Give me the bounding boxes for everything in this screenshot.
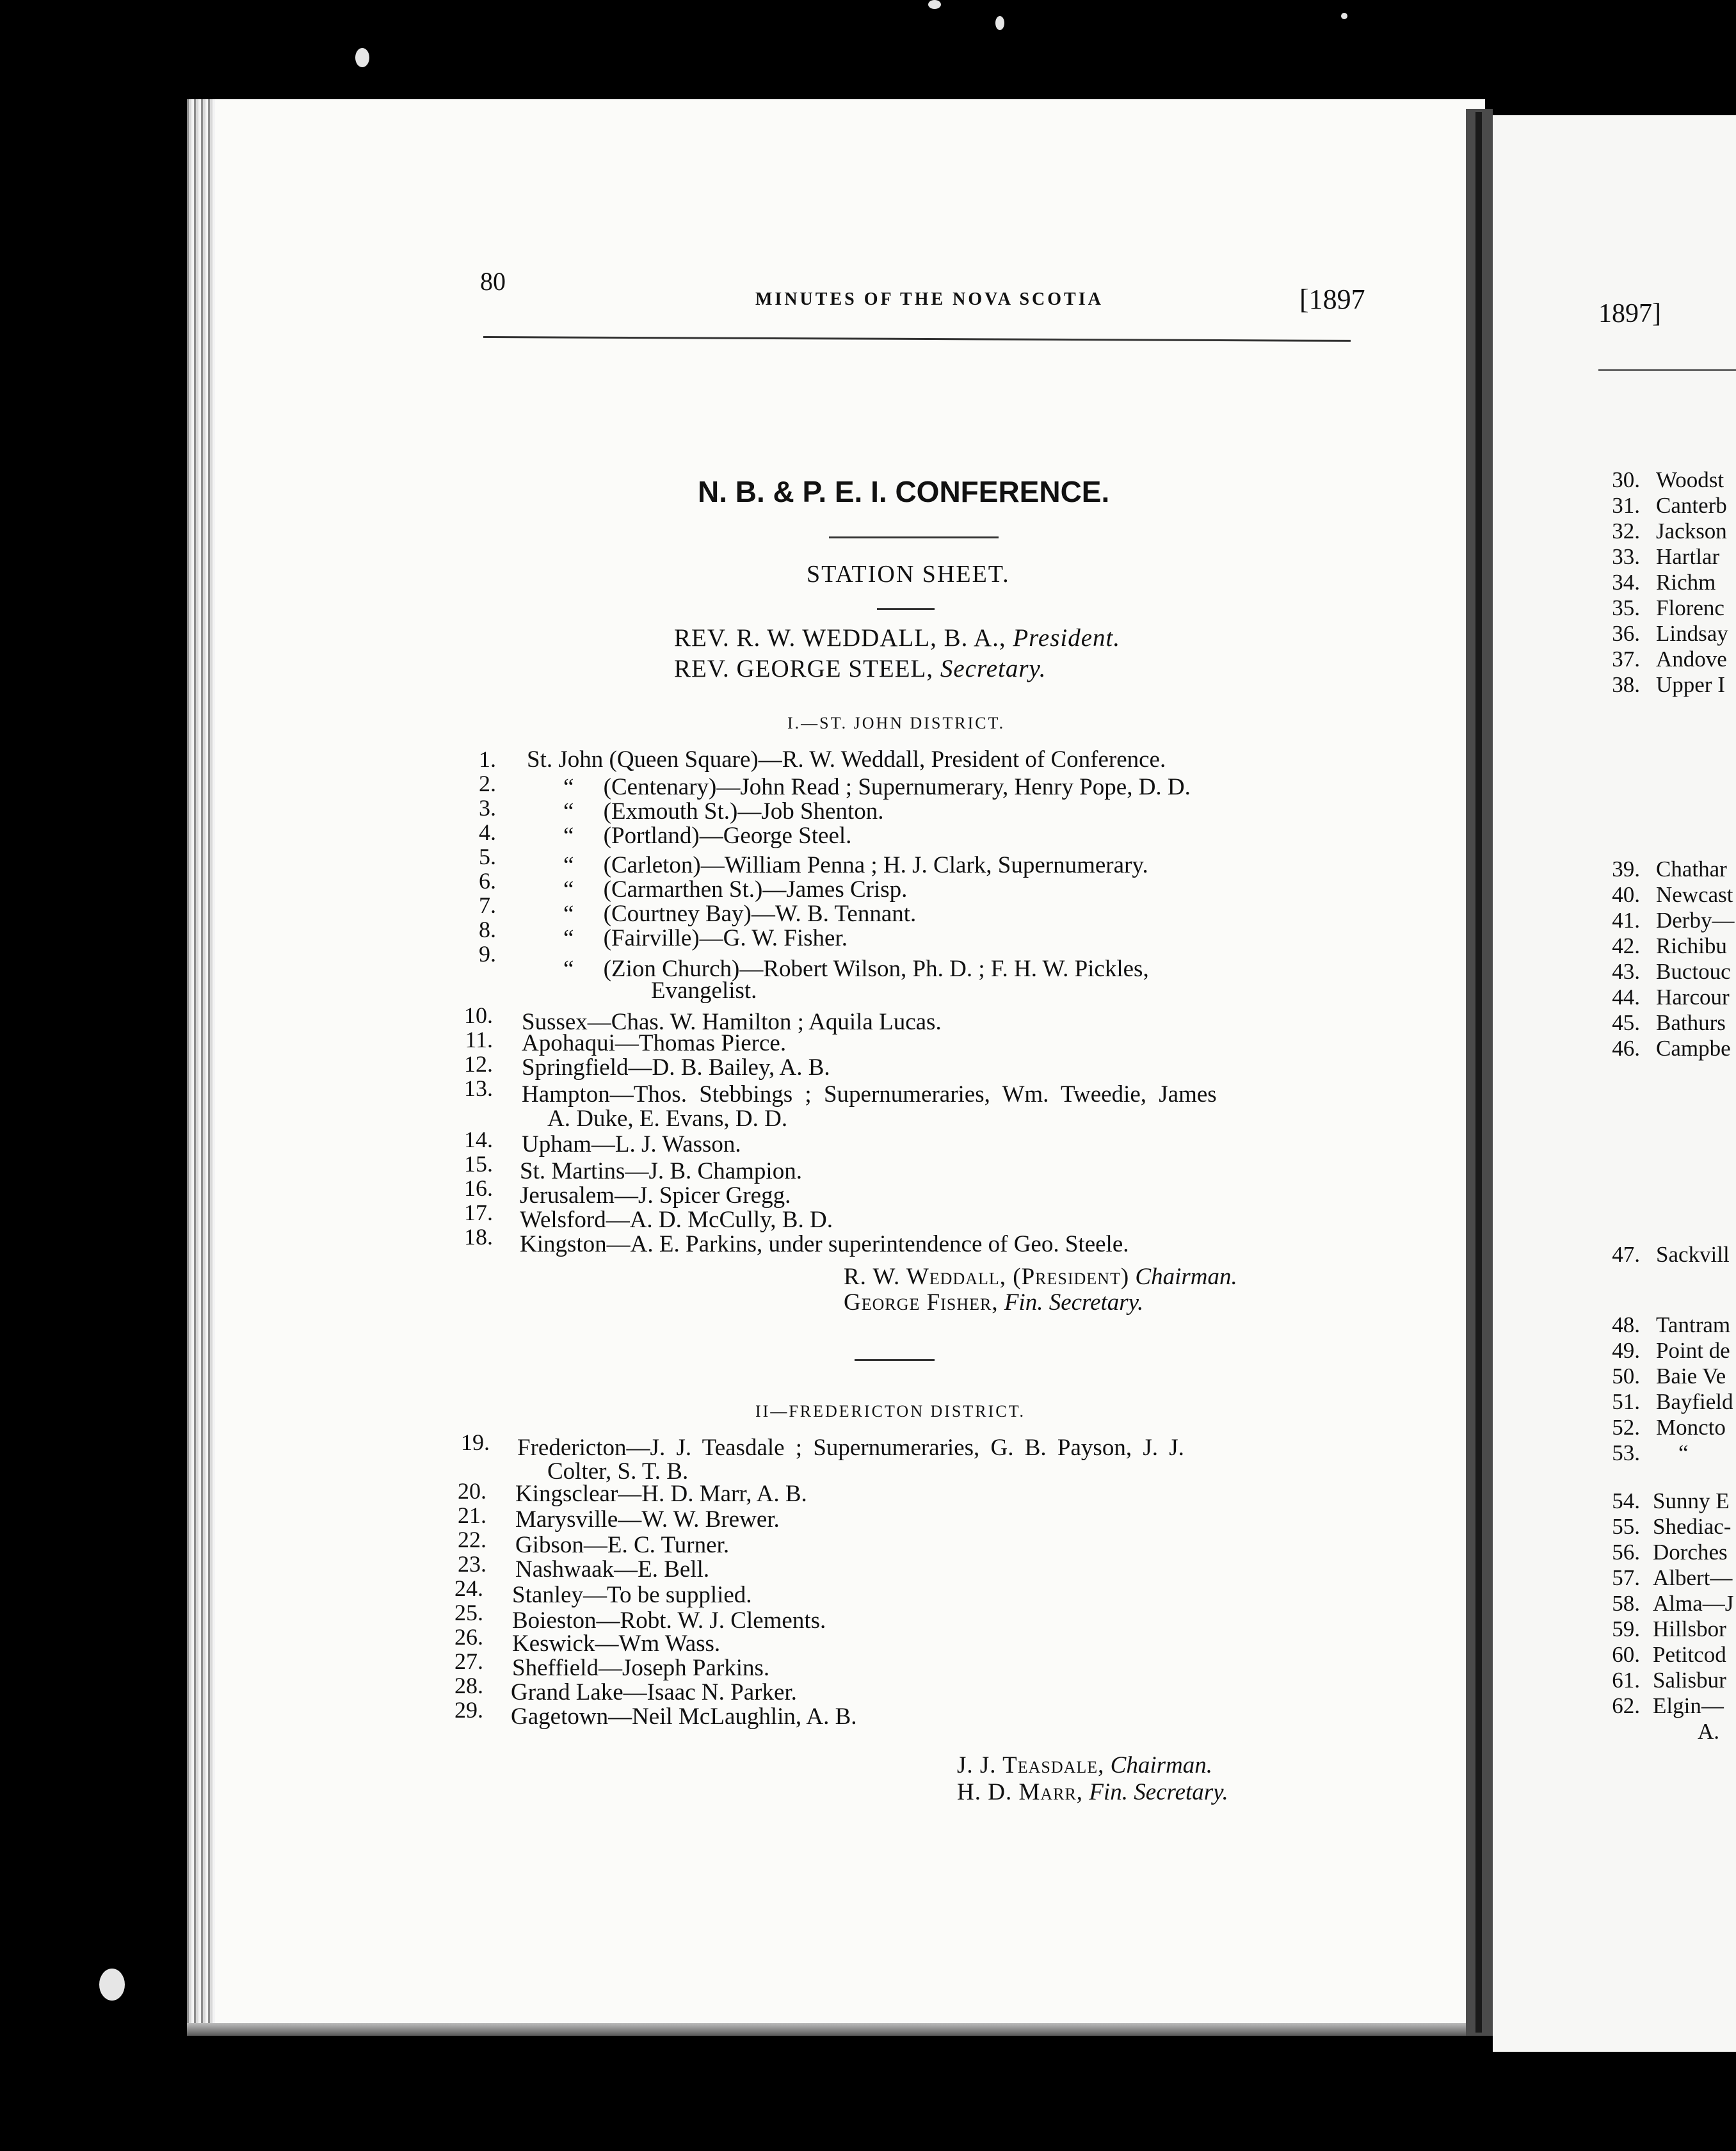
entry-number: 59. (1612, 1616, 1640, 1641)
station-entry: Kingston—A. E. Parkins, under superintendence of Geo. Steele. (520, 1231, 1129, 1257)
title-rule (829, 536, 999, 538)
entry-number: 18. (464, 1224, 493, 1250)
station-entry: Grand Lake—Isaac N. Parker. (511, 1679, 797, 1705)
station-entry: “ (Fairville)—G. W. Fisher. (563, 925, 848, 951)
entry-number: 41. (1612, 908, 1640, 933)
entry-number: 50. (1612, 1364, 1640, 1389)
entry-number: 27. (454, 1648, 483, 1674)
station-entry: Bathurs (1656, 1010, 1726, 1035)
station-entry: Shediac- (1653, 1514, 1732, 1539)
station-entry: Albert— (1653, 1565, 1733, 1590)
right-header-year: 1897] (1598, 299, 1661, 328)
left-page (187, 99, 1485, 2036)
station-entry: “ (Centenary)—John Read ; Supernumerary, Henry Pope, D. D. (563, 774, 1191, 800)
entry-number: 1. (479, 746, 496, 772)
entry-number: 58. (1612, 1591, 1640, 1616)
book-gutter-shadow (1475, 112, 1482, 2033)
page-bottom-shadow (187, 2023, 1485, 2036)
entry-number: 28. (454, 1673, 483, 1698)
station-entry: Springfield—D. B. Bailey, A. B. (522, 1054, 830, 1081)
district1-chairman-role: Chairman. (1135, 1264, 1237, 1290)
secretary-role: Secretary. (940, 655, 1047, 682)
station-entry: Canterb (1656, 493, 1727, 518)
entry-number: 42. (1612, 933, 1640, 958)
district2-chairman-role: Chairman. (1110, 1752, 1212, 1778)
running-title: MINUTES OF THE NOVA SCOTIA (755, 289, 1104, 309)
district2-chairman-line (957, 1753, 1212, 1778)
station-entry: Harcour (1656, 985, 1730, 1010)
entry-number: 38. (1612, 672, 1640, 697)
page-edges (187, 99, 215, 2036)
entry-number: 34. (1612, 570, 1640, 595)
scan-speck (995, 16, 1004, 30)
station-entry: “ (Zion Church)—Robert Wilson, Ph. D. ; F. H. W. Pickles, (563, 956, 1149, 982)
president-line (674, 625, 1120, 651)
station-entry: Jerusalem—J. Spicer Gregg. (520, 1182, 791, 1209)
entry-number: 40. (1612, 882, 1640, 907)
station-entry: Keswick—Wm Wass. (512, 1631, 721, 1657)
station-entry: Chathar (1656, 857, 1727, 882)
entry-number: 48. (1612, 1312, 1640, 1337)
station-entry: Gibson—E. C. Turner. (515, 1532, 730, 1558)
entry-number: 20. (458, 1478, 486, 1504)
district-heading-st-john: I.—ST. JOHN DISTRICT. (787, 714, 1006, 732)
station-entry: “ (Carleton)—William Penna ; H. J. Clark, Supernumerary. (563, 852, 1148, 878)
entry-number: 4. (479, 819, 496, 845)
station-entry: “ (Portland)—George Steel. (563, 823, 852, 849)
station-entry: Newcast (1656, 882, 1733, 907)
entry-number: 36. (1612, 621, 1640, 646)
entry-number: 53. (1612, 1440, 1640, 1465)
entry-number: 13. (464, 1076, 493, 1101)
entry-number: 61. (1612, 1668, 1640, 1693)
president-name: REV. R. W. WEDDALL, B. A., (674, 624, 1006, 652)
entry-number: 52. (1612, 1415, 1640, 1440)
entry-number: 30. (1612, 467, 1640, 492)
district2-secretary-role: Fin. Secretary. (1089, 1779, 1228, 1805)
secretary-name: REV. GEORGE STEEL, (674, 655, 934, 682)
station-entry-continuation: Evangelist. (651, 978, 757, 1004)
entry-number: 57. (1612, 1565, 1640, 1590)
district1-secretary-line (844, 1290, 1143, 1316)
station-entry: Moncto (1656, 1415, 1726, 1440)
station-entry: Welsford—A. D. McCully, B. D. (520, 1207, 833, 1233)
entry-number: 5. (479, 844, 496, 869)
station-entry: Kingsclear—H. D. Marr, A. B. (515, 1481, 807, 1507)
entry-number: 10. (464, 1003, 493, 1028)
entry-number: 31. (1612, 493, 1640, 518)
scan-speck (928, 0, 941, 9)
entry-number: 8. (479, 917, 496, 942)
station-entry: Salisbur (1653, 1668, 1726, 1693)
entry-number: 39. (1612, 857, 1640, 882)
entry-number: 25. (454, 1600, 483, 1625)
station-entry: Richm (1656, 570, 1716, 595)
station-sheet-subtitle: STATION SHEET. (807, 561, 1010, 588)
entry-number: 49. (1612, 1338, 1640, 1363)
entry-number: 45. (1612, 1010, 1640, 1035)
station-entry: Campbe (1656, 1036, 1731, 1061)
header-year: [1897 (1299, 284, 1365, 315)
entry-number: 6. (479, 868, 496, 894)
entry-number: 60. (1612, 1642, 1640, 1667)
district1-secretary-role: Fin. Secretary. (1004, 1289, 1144, 1316)
station-entry: St. John (Queen Square)—R. W. Weddall, President of Conference. (527, 746, 1166, 773)
station-entry: Florenc (1656, 595, 1724, 620)
station-entry: Petitcod (1653, 1642, 1726, 1667)
station-entry: Gagetown—Neil McLaughlin, A. B. (511, 1704, 857, 1730)
entry-number: 33. (1612, 544, 1640, 569)
entry-number: 29. (454, 1697, 483, 1723)
entry-number: 16. (464, 1175, 493, 1201)
station-entry: Buctouc (1656, 959, 1731, 984)
conference-title: N. B. & P. E. I. CONFERENCE. (698, 475, 1110, 508)
station-entry: Woodst (1656, 467, 1724, 492)
entry-number: 54. (1612, 1488, 1640, 1513)
entry-number: 14. (464, 1127, 493, 1152)
station-entry: Hampton—Thos. Stebbings ; Supernumeraries, Wm. Tweedie, James (522, 1081, 1217, 1108)
station-entry: Upham—L. J. Wasson. (522, 1131, 741, 1157)
station-entry: Boieston—Robt. W. J. Clements. (512, 1607, 826, 1634)
station-entry: Stanley—To be supplied. (512, 1582, 752, 1608)
entry-number: 9. (479, 941, 496, 967)
page-number: 80 (480, 267, 506, 296)
entry-number: 17. (464, 1200, 493, 1225)
district-heading-fredericton: II—FREDERICTON DISTRICT. (755, 1402, 1026, 1421)
entry-number: 43. (1612, 959, 1640, 984)
station-entry-continuation: Colter, S. T. B. (547, 1458, 689, 1485)
station-entry: Sussex—Chas. W. Hamilton ; Aquila Lucas. (522, 1009, 942, 1035)
station-entry: “ (Exmouth St.)—Job Shenton. (563, 798, 884, 825)
entry-number: 21. (458, 1502, 486, 1528)
district1-chairman-line (844, 1264, 1237, 1290)
entry-number: 2. (479, 771, 496, 796)
entry-number: 12. (464, 1051, 493, 1077)
station-entry: Bayfield (1656, 1389, 1733, 1414)
entry-number: 56. (1612, 1540, 1640, 1565)
secretary-line (674, 656, 1046, 682)
entry-number: 35. (1612, 595, 1640, 620)
entry-number: 46. (1612, 1036, 1640, 1061)
scan-speck (99, 1969, 125, 2001)
subtitle-rule (877, 608, 935, 610)
district1-chairman-name: R. W. Weddall, (President) (844, 1264, 1130, 1290)
entry-number: 15. (464, 1151, 493, 1177)
right-header-rule (1598, 369, 1736, 371)
station-entry: Derby— (1656, 908, 1735, 933)
station-entry-continuation: A. (1698, 1719, 1720, 1744)
right-page-content (1493, 115, 1736, 2036)
station-entry: Dorches (1653, 1540, 1728, 1565)
entry-number: 3. (479, 795, 496, 821)
entry-number: 32. (1612, 519, 1640, 544)
scan-speck (355, 48, 369, 67)
station-entry: Tantram (1656, 1312, 1731, 1337)
station-entry: St. Martins—J. B. Champion. (520, 1158, 802, 1184)
district2-secretary-line (957, 1780, 1228, 1805)
entry-number: 7. (479, 892, 496, 918)
entry-number: 19. (461, 1430, 490, 1455)
scan-speck (1341, 13, 1347, 19)
station-entry: Fredericton—J. J. Teasdale ; Supernumeraries, G. B. Payson, J. J. (517, 1435, 1184, 1461)
station-entry: Point de (1656, 1338, 1730, 1363)
entry-number: 23. (458, 1551, 486, 1577)
entry-number: 55. (1612, 1514, 1640, 1539)
station-entry: Alma—J (1653, 1591, 1734, 1616)
entry-number: 37. (1612, 647, 1640, 672)
station-entry: Lindsay (1656, 621, 1728, 646)
station-entry: Elgin— (1653, 1693, 1724, 1718)
station-entry: Marysville—W. W. Brewer. (515, 1506, 780, 1533)
station-entry-continuation: A. Duke, E. Evans, D. D. (547, 1106, 788, 1132)
station-entry: Hillsbor (1653, 1616, 1726, 1641)
station-entry: Nashwaak—E. Bell. (515, 1556, 710, 1583)
station-entry: Sheffield—Joseph Parkins. (512, 1655, 770, 1681)
station-entry: Sunny E (1653, 1488, 1730, 1513)
district1-secretary-name: George Fisher, (844, 1289, 999, 1316)
station-entry: Andove (1656, 647, 1727, 672)
president-role: President. (1013, 624, 1121, 652)
district2-chairman-name: J. J. Teasdale, (957, 1752, 1105, 1778)
district2-secretary-name: H. D. Marr, (957, 1779, 1084, 1805)
station-entry: Jackson (1656, 519, 1727, 544)
entry-number: 51. (1612, 1389, 1640, 1414)
entry-number: 22. (458, 1527, 486, 1552)
entry-number: 62. (1612, 1693, 1640, 1718)
station-entry: Baie Ve (1656, 1364, 1726, 1389)
station-entry: “ (1678, 1440, 1689, 1465)
station-entry: Upper I (1656, 672, 1725, 697)
station-entry: Hartlar (1656, 544, 1720, 569)
entry-number: 44. (1612, 985, 1640, 1010)
entry-number: 11. (465, 1027, 493, 1052)
entry-number: 24. (454, 1575, 483, 1601)
station-entry: Apohaqui—Thomas Pierce. (522, 1030, 787, 1056)
station-entry: “ (Carmarthen St.)—James Crisp. (563, 876, 908, 903)
entry-number: 47. (1612, 1242, 1640, 1267)
district-separator-rule (855, 1359, 935, 1361)
station-entry: Sackvill (1656, 1242, 1730, 1267)
entry-number: 26. (454, 1624, 483, 1650)
station-entry: “ (Courtney Bay)—W. B. Tennant. (563, 901, 917, 927)
station-entry: Richibu (1656, 933, 1727, 958)
